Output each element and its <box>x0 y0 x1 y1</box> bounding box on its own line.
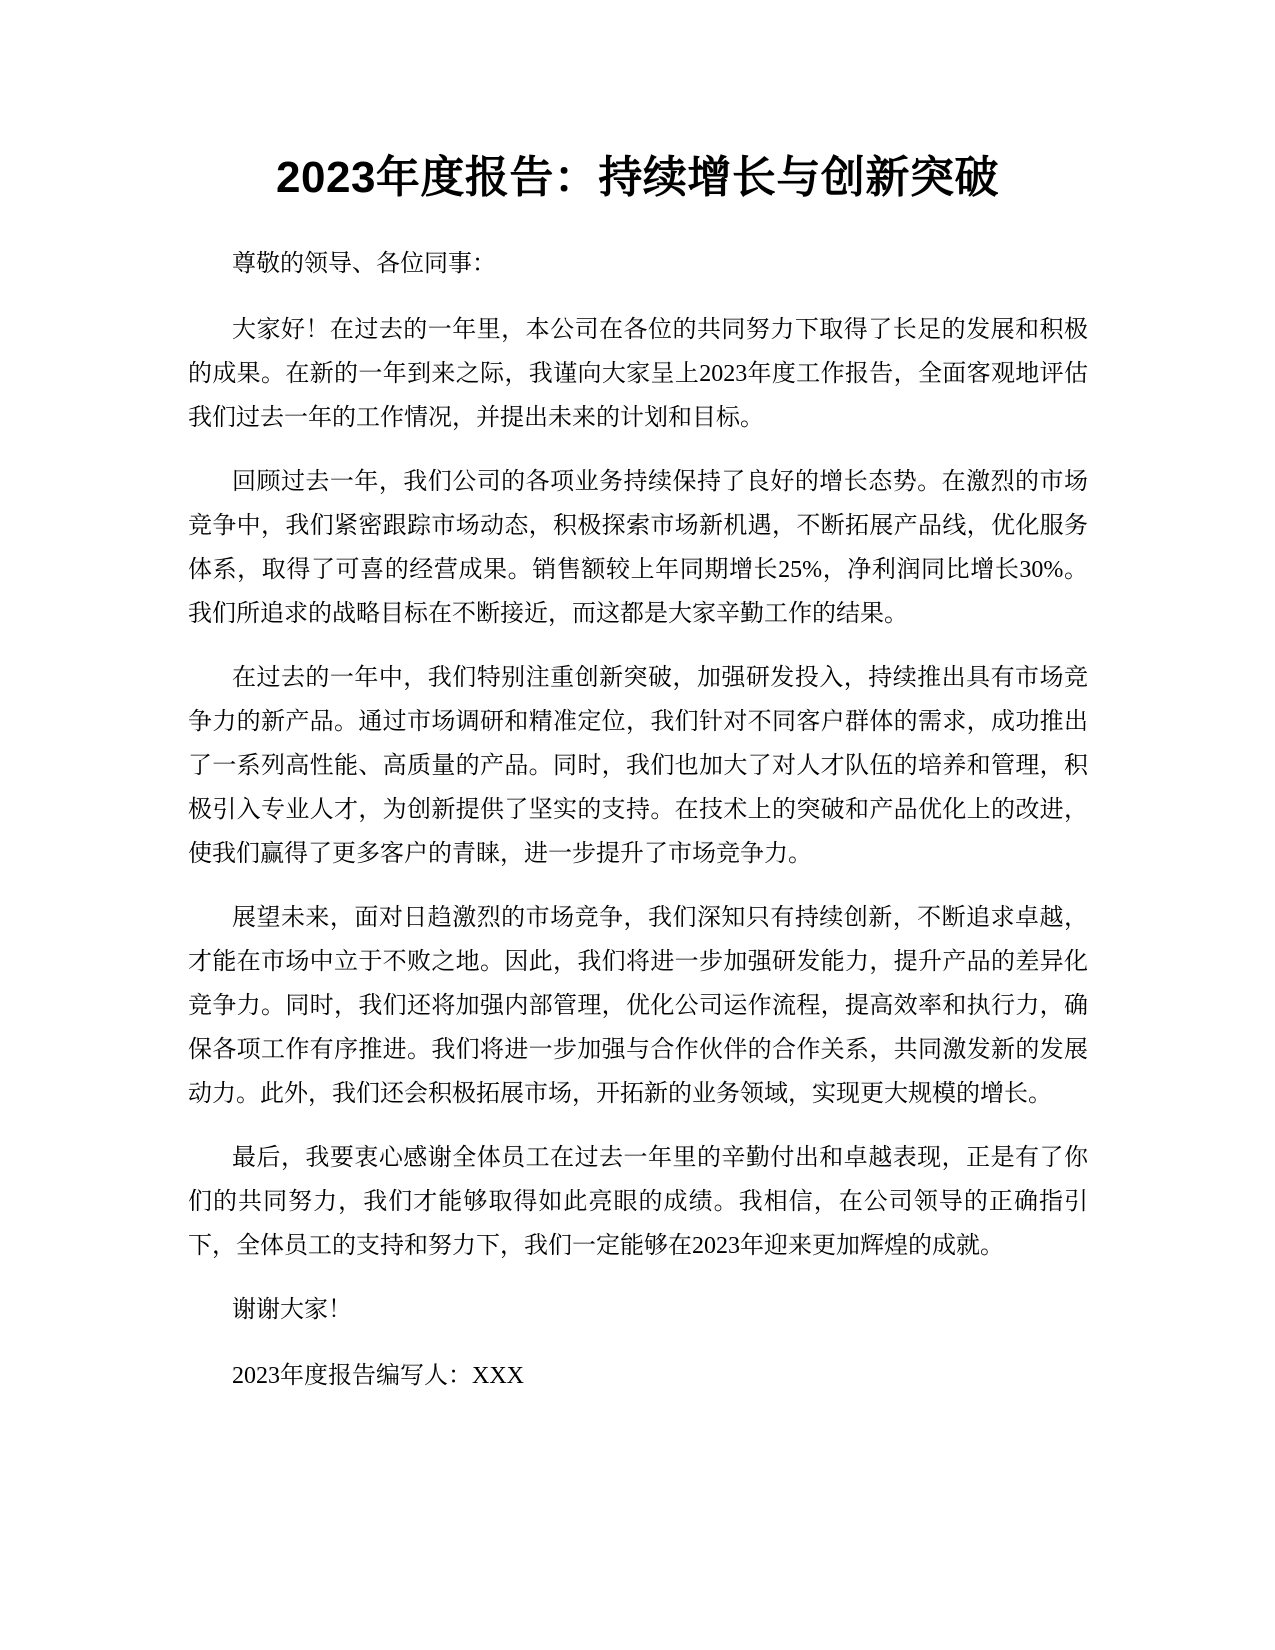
paragraph-innovation: 在过去的一年中，我们特别注重创新突破，加强研发投入，持续推出具有市场竞争力的新产品。通过市场调研和精准定位，我们针对不同客户群体的需求，成功推出了一系列高性能、高质量的产品。同时，我们也加大了对人才队伍的培养和管理，积极引入专业人才，为创新提供了坚实的支持。在技术上的突破和产品优化上的改进，使我们赢得了更多客户的青睐，进一步提升了市场竞争力。 <box>188 665 1088 867</box>
paragraph-thanks: 最后，我要衷心感谢全体员工在过去一年里的辛勤付出和卓越表现，正是有了你们的共同努力，我们才能够取得如此亮眼的成绩。我相信，在公司领导的正确指引下，全体员工的支持和努力下，我们一定能够在2023年迎来更加辉煌的成就。 <box>188 1145 1088 1259</box>
paragraph-review: 回顾过去一年，我们公司的各项业务持续保持了良好的增长态势。在激烈的市场竞争中，我们紧密跟踪市场动态，积极探索市场新机遇，不断拓展产品线，优化服务体系，取得了可喜的经营成果。销售额较上年同期增长25%，净利润同比增长30%。我们所追求的战略目标在不断接近，而这都是大家辛勤工作的结果。 <box>188 469 1088 627</box>
document-body <box>188 242 1088 1420</box>
paragraph-outlook: 展望未来，面对日趋激烈的市场竞争，我们深知只有持续创新，不断追求卓越，才能在市场中立于不败之地。因此，我们将进一步加强研发能力，提升产品的差异化竞争力。同时，我们还将加强内部管理，优化公司运作流程，提高效率和执行力，确保各项工作有序推进。我们将进一步加强与合作伙伴的合作关系，共同激发新的发展动力。此外，我们还会积极拓展市场，开拓新的业务领域，实现更大规模的增长。 <box>188 905 1088 1107</box>
paragraph-intro: 大家好！在过去的一年里，本公司在各位的共同努力下取得了长足的发展和积极的成果。在新的一年到来之际，我谨向大家呈上2023年度工作报告，全面客观地评估我们过去一年的工作情况，并提出未来的计划和目标。 <box>188 317 1088 431</box>
author-line: 2023年度报告编写人：XXX <box>232 1363 524 1389</box>
closing-line: 谢谢大家！ <box>232 1297 352 1323</box>
salutation: 尊敬的领导、各位同事： <box>232 251 496 277</box>
page-title: 2023年度报告：持续增长与创新突破 <box>276 153 999 202</box>
